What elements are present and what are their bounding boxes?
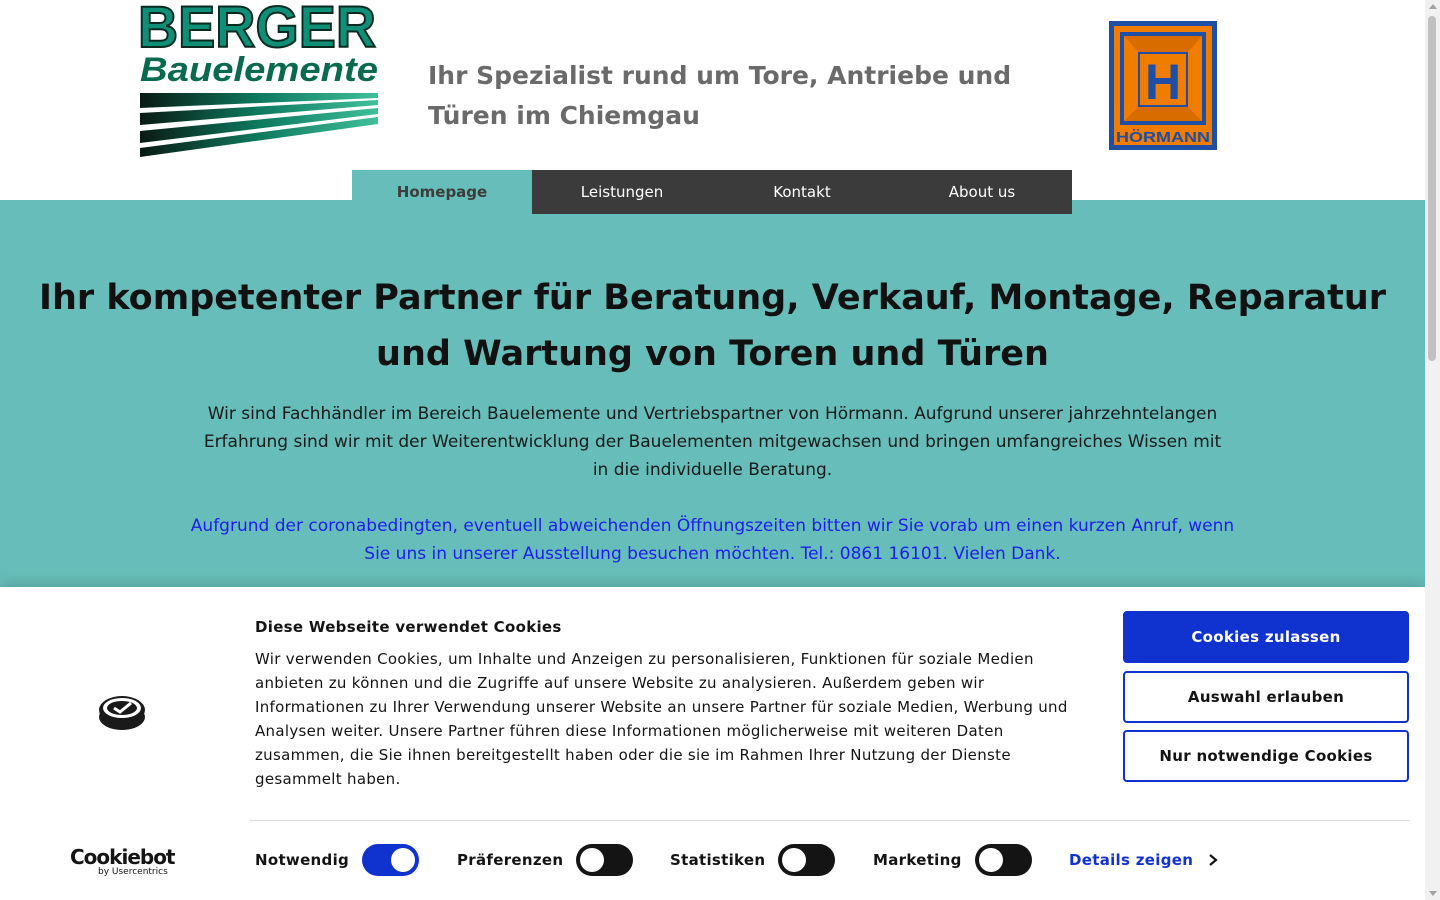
hormann-logo-text: HÖRMANN <box>1116 129 1210 146</box>
scroll-thumb[interactable] <box>1428 16 1436 361</box>
nav-item-homepage[interactable]: Homepage <box>352 170 532 214</box>
hormann-logo-letter: H <box>1144 54 1182 110</box>
toggle-knob <box>979 848 1003 872</box>
allow-selection-button[interactable]: Auswahl erlauben <box>1123 671 1409 723</box>
toggle-praeferenzen[interactable] <box>576 844 633 876</box>
nav-item-leistungen[interactable]: Leistungen <box>580 183 664 201</box>
toggle-label-praeferenzen: Präferenzen <box>457 851 564 869</box>
cookiebot-icon <box>98 694 146 732</box>
hero-title: Ihr kompetenter Partner für Beratung, Verkauf, Montage, Reparatur und Wartung von Toren und Türen <box>38 278 1387 374</box>
cookie-text: Wir verwenden Cookies, um Inhalte und Anzeigen zu personalisieren, Funktionen für soziale Medien anbieten zu können und die Zugriffe auf unsere Website zu analysieren. Außerdem geben wir Informationen zu Ihrer Verwendung unserer Website an unsere Partner für soziale Medien, Werbung und Analysen weiter. Unsere Partner führen diese Informationen möglicherweise mit weiteren Daten zusammen, die Sie ihnen bereitgestellt haben oder die sie im Rahmen Ihrer Nutzung der Dienste gesammelt haben. <box>255 650 1068 788</box>
toggle-marketing[interactable] <box>975 844 1032 876</box>
cookiebot-brand-name: Cookiebot <box>70 845 175 869</box>
hormann-logo[interactable] <box>1109 21 1217 150</box>
necessary-only-button[interactable]: Nur notwendige Cookies <box>1123 730 1409 782</box>
cookie-divider <box>249 820 1409 821</box>
toggle-label-notwendig: Notwendig <box>255 851 350 869</box>
main-nav <box>352 170 1072 214</box>
toggle-knob <box>391 848 415 872</box>
cookie-title: Diese Webseite verwendet Cookies <box>255 618 562 636</box>
cookiebot-brand-sub: by Usercentrics <box>98 867 168 877</box>
corona-notice: Aufgrund der coronabedingten, eventuell abweichenden Öffnungszeiten bitten wir Sie vorab um einen kurzen Anruf, wenn Sie uns in unserer Ausstellung besuchen möchten. Tel.: 0861 16101. Vielen Dank. <box>190 516 1235 564</box>
berger-logo[interactable] <box>138 0 380 160</box>
scroll-up-arrow-icon[interactable] <box>1429 4 1437 9</box>
page-scrollbar[interactable] <box>1425 0 1440 900</box>
toggle-label-statistiken: Statistiken <box>670 851 766 869</box>
toggle-knob <box>580 848 604 872</box>
hero-intro: Wir sind Fachhändler im Bereich Bauelemente und Vertriebspartner von Hörmann. Aufgrund unserer jahrzehntelangen Erfahrung sind wir mit der Weiterentwicklung der Bauelementen mitgewachsen und bringen umfangreiches Wissen mit in die individuelle Beratung. <box>203 404 1222 480</box>
toggle-label-marketing: Marketing <box>873 851 962 869</box>
scroll-down-arrow-icon[interactable] <box>1429 891 1437 896</box>
nav-item-kontakt[interactable]: Kontakt <box>773 183 831 201</box>
nav-item-about-us[interactable]: About us <box>948 183 1016 201</box>
berger-logo-line1: BERGER <box>138 0 376 60</box>
header-tagline: Ihr Spezialist rund um Tore, Antriebe und Türen im Chiemgau <box>428 61 1012 130</box>
hero-section <box>0 200 1425 600</box>
toggle-statistiken[interactable] <box>778 844 835 876</box>
cookiebot-brand[interactable] <box>70 845 175 879</box>
allow-all-cookies-button[interactable]: Cookies zulassen <box>1123 611 1409 663</box>
toggle-notwendig[interactable] <box>362 844 419 876</box>
cookie-banner <box>0 587 1425 900</box>
toggle-knob <box>782 848 806 872</box>
berger-logo-line2: Bauelemente <box>140 51 378 89</box>
details-link[interactable]: Details zeigen <box>1069 851 1194 869</box>
chevron-right-icon[interactable] <box>1206 853 1220 867</box>
